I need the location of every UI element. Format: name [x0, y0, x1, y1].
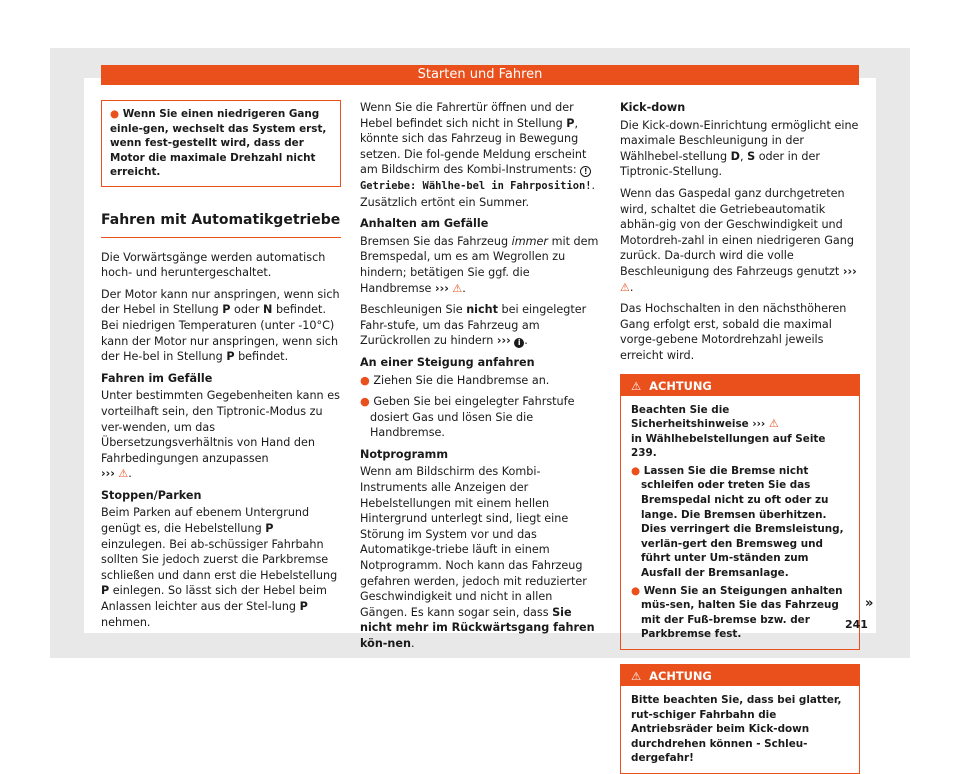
warning-box — [620, 374, 860, 651]
subheading: Anhalten am Gefälle — [360, 217, 489, 231]
continue-mark: » — [865, 596, 874, 611]
list-item: ● Geben Sie bei eingelegter Fahrstufe dosiert Gas und lösen Sie die Handbremse. — [360, 395, 575, 440]
display-message: Getriebe: Wählhe-bel in Fahrposition! — [360, 179, 592, 192]
subheading: Notprogramm — [360, 447, 448, 461]
paragraph: Bremsen Sie das Fahrzeug immer mit dem Bremspedal, um es am Wegrollen zu hindern; betätigen Sie ggf. die Handbremse ››› ⚠. — [360, 234, 599, 295]
bullet-icon: ● — [360, 373, 370, 387]
warning-box-header: ⚠ ACHTUNG — [621, 375, 859, 396]
bullet-icon: ● — [360, 395, 370, 409]
paragraph: Beschleunigen Sie nicht bei eingelegter Fahr-stufe, um das Fahrzeug am Zurückrollen zu hindern ››› i . — [360, 303, 587, 348]
warning-icon: ⚠ — [631, 669, 642, 683]
subheading: An einer Steigung anfahren — [360, 355, 535, 369]
column-3 — [620, 100, 860, 774]
subheading: Fahren im Gefälle — [101, 371, 213, 385]
paragraph: Der Motor kann nur anspringen, wenn sich der Hebel in Stellung P oder N befindet. Bei niedrigen Temperaturen (unter -10°C) kann der Motor nur anspringen, wenn sich der He-bel in Stellung P befindet. — [101, 287, 340, 364]
info-icon: i — [514, 338, 524, 348]
bullet-icon: ● — [110, 108, 120, 120]
column-2 — [360, 100, 600, 658]
bullet-icon: ● — [631, 464, 641, 477]
info-icon: ! — [580, 166, 591, 177]
paragraph: Die Kick-down-Einrichtung ermöglicht eine maximale Beschleunigung in der Wählhebel-stellung D, S oder in der Tiptronic-Stellung. — [620, 118, 859, 179]
warning-box-header: ⚠ ACHTUNG — [621, 665, 859, 686]
reference-link[interactable]: ››› — [842, 264, 857, 278]
warning-box-body: Beachten Sie die Sicherheitshinweise ››› ⚠ in Wählhebelstellungen auf Seite 239. ● Lassen Sie die Bremse nicht schleifen oder treten Sie das Bremspedal nicht zu oft oder zu lange. Die Bremsen überhitzen. Dies verringert die Bremsleistung, verlän-gert den Bremsweg und führt unter Um-ständen zum Ausfall der Bremsanlage. ● Wenn Sie an Steigungen anhalten müs-sen, halten Sie das Fahrzeug mit der Fuß-bremse bzw. der Parkbremse fest. — [621, 396, 859, 650]
section-heading: Fahren mit Automatikgetriebe — [101, 213, 341, 238]
note-box — [101, 100, 341, 187]
paragraph: Das Hochschalten in den nächsthöheren Gang erfolgt erst, sobald die maximal vorge-gebene Motordrehzahl jeweils erreicht wird. — [620, 302, 847, 362]
list-item: ● Wenn Sie an Steigungen anhalten müs-sen, halten Sie das Fahrzeug mit der Fuß-bremse bzw. der Parkbremse fest. — [631, 584, 843, 641]
paragraph: Wenn am Bildschirm des Kombi-Instruments alle Anzeigen der Hebelstellungen mit einem hellen Hintergrund unterlegt sind, liegt eine Störung im System vor und das Automatikge-triebe läuft in einem Notprogramm. Noch kann das Fahrzeug gefahren werden, jedoch mit reduzierter Geschwindigkeit und nicht in allen Gängen. Es kann sogar sein, dass Sie nicht mehr im Rückwärtsgang fahren kön-nen. — [360, 465, 595, 650]
warning-icon: ⚠ — [631, 378, 642, 393]
page-number: 241 — [845, 618, 868, 631]
list-item: ● Ziehen Sie die Handbremse an. — [360, 373, 550, 387]
warning-icon: ⚠ — [452, 281, 463, 295]
paragraph: Wenn Sie die Fahrertür öffnen und der Hebel befindet sich nicht in Stellung P, könnte sich das Fahrzeug in Bewegung setzen. Die fol-gende Meldung erscheint am Bildschirm des Kombi-Instruments: ! Getriebe: Wählhe-bel in Fahrposition!. Zusätzlich ertönt ein Summer. — [360, 101, 596, 209]
subheading: Kick-down — [620, 101, 686, 114]
warning-icon: ⚠ — [118, 467, 129, 481]
warning-box — [620, 664, 860, 774]
subheading: Stoppen/Parken — [101, 488, 202, 502]
reference-link[interactable]: ››› — [496, 334, 511, 348]
reference-link[interactable]: ››› — [752, 418, 766, 431]
column-1 — [101, 100, 341, 636]
warning-box-body: Bitte beachten Sie, dass bei glatter, rut-schiger Fahrbahn die Antriebsräder beim Kick-down durchdrehen können - Schleu-dergefahr! — [631, 694, 842, 765]
paragraph: Unter bestimmten Gegebenheiten kann es vorteilhaft sein, den Tiptronic-Modus zu ver-wenden, um das Übersetzungsverhältnis von Hand den Fahrbedingungen anzupassen ››› ⚠. — [101, 389, 340, 481]
note-text: Wenn Sie einen niedrigeren Gang einle-gen, wechselt das System erst, wenn fest-gestellt wird, dass der Motor die maximale Drehzahl nicht erreicht. — [110, 108, 327, 179]
warning-icon: ⚠ — [768, 417, 779, 431]
list-item: ● Lassen Sie die Bremse nicht schleifen oder treten Sie das Bremspedal nicht zu oft oder zu lange. Die Bremsen überhitzen. Dies verringert die Bremsleistung, verlän-gert den Bremsweg und führt unter Um-ständen zum Ausfall der Bremsanlage. — [631, 464, 844, 580]
reference-link[interactable]: ››› — [101, 467, 115, 481]
paragraph: Beim Parken auf ebenem Untergrund genügt es, die Hebelstellung P einzulegen. Bei ab-schüssiger Fahrbahn sollten Sie jedoch zuerst die Parkbremse schließen und dann erst die Hebelstellung P einlegen. So lässt sich der Hebel beim Anlassen leichter aus der Stel-lung P nehmen. — [101, 506, 338, 629]
paragraph: Wenn das Gaspedal ganz durchgetreten wird, schaltet die Getriebeautomatik abhän-gig von der Geschwindigkeit und Motordreh-zahl in einen niedrigeren Gang zurück. Da-durch wird die volle Beschleunigung des Fahrzeugs genutzt ››› ⚠. — [620, 186, 857, 294]
paragraph: Die Vorwärtsgänge werden automatisch hoch- und heruntergeschaltet. — [101, 250, 326, 280]
warning-icon: ⚠ — [620, 280, 630, 294]
section-header: Starten und Fahren — [101, 65, 859, 85]
bullet-icon: ● — [631, 584, 641, 597]
reference-link[interactable]: ››› — [434, 281, 449, 295]
